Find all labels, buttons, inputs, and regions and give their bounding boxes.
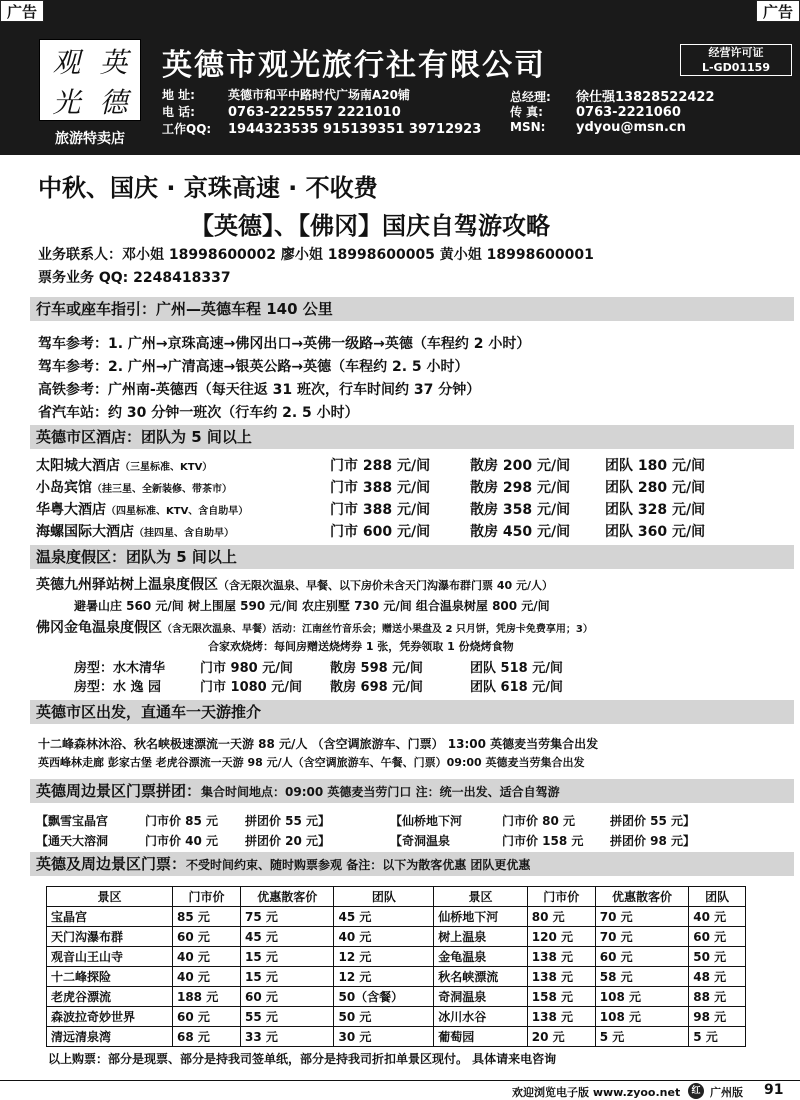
hotel-row: [36, 477, 232, 497]
address-label: 地 址:: [162, 88, 195, 102]
table-cell: 20 元: [527, 1027, 595, 1047]
table-cell-scenic: 宝晶宫: [47, 907, 173, 927]
table-cell: 40 元: [334, 927, 434, 947]
group-ticket-door: 门市价 85 元: [145, 814, 219, 828]
bus-tour-line: 十二峰森林沐浴、秋名峡极速漂流一天游 88 元/人 （含空调旅游车、门票） 13:00 英德麦当劳集合出发: [38, 737, 599, 751]
hotel-tag: （挂四星、含自助早）: [134, 528, 234, 539]
table-cell: 12 元: [334, 947, 434, 967]
table-row: [47, 1027, 746, 1047]
table-row: [47, 987, 746, 1007]
scenic-ticket-note: 不受时间约束、随时购票参观 备注：以下为散客优惠 团队更优惠: [186, 858, 531, 872]
table-cell-scenic: 森波拉奇妙世界: [47, 1007, 173, 1027]
table-cell-scenic: 清远清泉湾: [47, 1027, 173, 1047]
page-number: 91: [764, 1082, 784, 1098]
group-ticket-price: 拼团价 98 元】: [610, 834, 696, 848]
group-ticket-door: 门市价 158 元: [502, 834, 584, 848]
header-banner: [0, 0, 800, 155]
hotel-door-price: 门市 288 元/间: [330, 458, 431, 474]
table-cell: 60 元: [172, 1007, 240, 1027]
group-ticket-name: 【飘雪宝晶宫: [36, 814, 109, 828]
drive-line: 驾车参考：1. 广州→京珠高速→佛冈出口→英佛一级路→英德（车程约 2 小时）: [38, 336, 531, 352]
table-cell: 50 元: [334, 1007, 434, 1027]
table-row: [47, 967, 746, 987]
hotel-single-price: 散房 450 元/间: [470, 524, 571, 540]
table-header-cell: 景区: [47, 887, 173, 907]
table-header-cell: 门市价: [527, 887, 595, 907]
spring-note-bbq: 合家欢烧烤：每间房赠送烧烤券 1 张，凭券领取 1 份烧烤食物: [208, 640, 514, 653]
hotel-group-price: 团队 328 元/间: [605, 502, 706, 518]
scenic-ticket-title: 英德及周边景区门票：: [36, 855, 187, 873]
table-cell: 75 元: [241, 907, 334, 927]
table-cell: 138 元: [527, 1007, 595, 1027]
room-single-price: 散房 698 元/间: [330, 680, 423, 695]
table-cell-scenic: 奇洞温泉: [434, 987, 527, 1007]
room-door-price: 门市 980 元/间: [200, 661, 293, 676]
hotel-tag: （挂三星、全新装修、带茶市）: [92, 484, 232, 495]
table-cell: 40 元: [172, 947, 240, 967]
table-cell: 48 元: [689, 967, 746, 987]
ad-label-right: 广告: [756, 0, 800, 22]
msn-line: [510, 120, 686, 135]
table-cell: 120 元: [527, 927, 595, 947]
spring-note: （含无限次温泉、早餐、以下房价未含天门沟瀑布群门票 40 元/人）: [218, 579, 553, 592]
table-cell: 60 元: [172, 927, 240, 947]
hotel-door-price: 门市 600 元/间: [330, 524, 431, 540]
table-cell: 138 元: [527, 967, 595, 987]
logo-char: 德: [99, 86, 128, 119]
footer-edition: 广州版: [710, 1086, 743, 1099]
address-line: [162, 86, 410, 103]
table-cell: 60 元: [595, 947, 688, 967]
table-header-cell: 优惠散客价: [595, 887, 688, 907]
table-header-cell: 团队: [689, 887, 746, 907]
table-row: [47, 947, 746, 967]
qq-value: 1944323535 915139351 39712923: [228, 122, 482, 137]
hotel-row: [36, 521, 234, 541]
fax-value: 0763-2221060: [576, 105, 681, 120]
table-row: [47, 907, 746, 927]
spring-section-band: 温泉度假区：团队为 5 间以上: [30, 545, 794, 569]
hotel-name: 海螺国际大酒店: [36, 524, 134, 540]
spring-title: 佛冈金龟温泉度假区: [36, 620, 162, 636]
spring-rooms: 避暑山庄 560 元/间 树上围屋 590 元/间 农庄别墅 730 元/间 组合温泉树屋 800 元/间: [74, 599, 550, 613]
manager-value: 徐仕强13828522422: [576, 90, 715, 105]
table-row: [47, 1007, 746, 1027]
table-cell: 88 元: [689, 987, 746, 1007]
table-cell: 60 元: [241, 987, 334, 1007]
room-door-price: 门市 1080 元/间: [200, 680, 302, 695]
table-cell: 98 元: [689, 1007, 746, 1027]
table-cell: 15 元: [241, 947, 334, 967]
group-ticket-price: 拼团价 55 元】: [245, 814, 331, 828]
table-cell: 68 元: [172, 1027, 240, 1047]
scenic-ticket-band: [30, 852, 794, 876]
table-cell: 70 元: [595, 927, 688, 947]
group-ticket-price: 拼团价 55 元】: [610, 814, 696, 828]
hotel-name: 小岛宾馆: [36, 480, 92, 496]
table-cell: 5 元: [689, 1027, 746, 1047]
table-cell: 108 元: [595, 987, 688, 1007]
hotel-row: [36, 499, 248, 519]
table-header-cell: 景区: [434, 887, 527, 907]
room-group-price: 团队 518 元/间: [470, 661, 563, 676]
room-single-price: 散房 598 元/间: [330, 661, 423, 676]
ticket-qq: 票务业务 QQ: 2248418337: [38, 270, 231, 286]
table-cell: 45 元: [241, 927, 334, 947]
table-cell-scenic: 葡萄园: [434, 1027, 527, 1047]
table-cell-scenic: 观音山王山寺: [47, 947, 173, 967]
drive-line: 驾车参考：2. 广州→广清高速→银英公路→英德（车程约 2. 5 小时）: [38, 359, 469, 375]
msn-value: ydyou@msn.cn: [576, 120, 686, 135]
table-cell: 58 元: [595, 967, 688, 987]
table-cell-scenic: 天门沟瀑布群: [47, 927, 173, 947]
table-cell: 138 元: [527, 947, 595, 967]
hotel-name: 太阳城大酒店: [36, 458, 120, 474]
company-logo: [40, 40, 140, 120]
table-cell: 70 元: [595, 907, 688, 927]
license-box: [680, 44, 792, 76]
table-cell: 15 元: [241, 967, 334, 987]
hotel-group-price: 团队 280 元/间: [605, 480, 706, 496]
hotel-single-price: 散房 358 元/间: [470, 502, 571, 518]
table-cell-scenic: 金龟温泉: [434, 947, 527, 967]
group-ticket-name: 【通天大溶洞: [36, 834, 109, 848]
hotel-door-price: 门市 388 元/间: [330, 480, 431, 496]
msn-label: MSN:: [510, 120, 546, 134]
fax-line: [510, 103, 681, 120]
footer-website: 欢迎浏览电子版 www.zyoo.net: [512, 1086, 681, 1099]
table-cell: 40 元: [172, 967, 240, 987]
group-ticket-door: 门市价 80 元: [502, 814, 576, 828]
spring-title: 英德九州驿站树上温泉度假区: [36, 577, 218, 593]
license-number: L-GD01159: [701, 61, 770, 74]
room-group-price: 团队 618 元/间: [470, 680, 563, 695]
room-type: 房型：水木清华: [74, 661, 166, 676]
brand-icon: 红: [688, 1083, 704, 1099]
hotel-group-price: 团队 360 元/间: [605, 524, 706, 540]
table-cell: 108 元: [595, 1007, 688, 1027]
table-cell: 50 元: [689, 947, 746, 967]
group-ticket-price: 拼团价 20 元】: [245, 834, 331, 848]
spring-resort-1: [36, 574, 553, 594]
scenic-price-table: [46, 886, 746, 1047]
hotel-door-price: 门市 388 元/间: [330, 502, 431, 518]
rail-line: 高铁参考：广州南-英德西（每天往返 31 班次，行车时间约 37 分钟）: [38, 382, 481, 398]
license-label: 经营许可证: [708, 46, 764, 59]
fax-label: 传 真:: [510, 105, 543, 119]
company-name: 英德市观光旅行社有限公司: [162, 48, 546, 83]
table-cell: 85 元: [172, 907, 240, 927]
logo-char: 英: [99, 46, 128, 79]
hotel-name: 华粤大酒店: [36, 502, 106, 518]
group-ticket-name: 【仙桥地下河: [390, 814, 463, 828]
table-cell: 188 元: [172, 987, 240, 1007]
hotel-single-price: 散房 200 元/间: [470, 458, 571, 474]
table-cell-scenic: 冰川水谷: [434, 1007, 527, 1027]
phone-line: [162, 103, 401, 120]
phone-label: 电 话:: [162, 105, 195, 119]
hotel-group-price: 团队 180 元/间: [605, 458, 706, 474]
table-cell: 158 元: [527, 987, 595, 1007]
qq-line: [162, 120, 481, 137]
table-cell-scenic: 十二峰探险: [47, 967, 173, 987]
logo-char: 光: [52, 86, 81, 119]
qq-label: 工作QQ:: [162, 122, 212, 136]
table-header-cell: 优惠散客价: [241, 887, 334, 907]
table-header-cell: 门市价: [172, 887, 240, 907]
manager-label: 总经理:: [510, 90, 551, 104]
bus-tour-line: 英西峰林走廊 彭家古堡 老虎谷漂流一天游 98 元/人（含空调旅游车、午餐、门票）09:00 英德麦当劳集合出发: [38, 756, 585, 769]
table-cell: 80 元: [527, 907, 595, 927]
table-cell: 55 元: [241, 1007, 334, 1027]
hotel-section-band: 英德市区酒店：团队为 5 间以上: [30, 425, 794, 449]
headline-secondary: 【英德】、【佛冈】国庆自驾游攻略: [190, 212, 550, 240]
table-header-cell: 团队: [334, 887, 434, 907]
table-cell-scenic: 秋名峡漂流: [434, 967, 527, 987]
table-cell: 45 元: [334, 907, 434, 927]
table-footnote: 以上购票：部分是现票、部分是持我司签单纸，部分是持我司折扣单景区现付。 具体请来电咨询: [48, 1052, 557, 1066]
table-cell: 5 元: [595, 1027, 688, 1047]
table-row: [47, 927, 746, 947]
ad-label-left: 广告: [0, 0, 44, 22]
phone-value: 0763-2225557 2221010: [228, 105, 401, 120]
page-footer: [0, 1080, 800, 1100]
spring-note: （含无限次温泉、早餐）活动：江南丝竹音乐会；赠送小果盘及 2 只月饼，凭房卡免费享用；3）: [162, 624, 593, 635]
headline-primary: 中秋、国庆 · 京珠高速 · 不收费: [38, 174, 378, 202]
table-cell: 50（含餐）: [334, 987, 434, 1007]
hotel-tag: （四星标准、KTV、含自助早）: [106, 506, 249, 517]
table-cell: 40 元: [689, 907, 746, 927]
group-ticket-note: 集合时间地点：09:00 英德麦当劳门口 注：统一出发、适合自驾游: [201, 785, 560, 799]
table-cell-scenic: 仙桥地下河: [434, 907, 527, 927]
room-type: 房型：水 逸 园: [74, 680, 162, 695]
contact-persons: 业务联系人：邓小姐 18998600002 廖小姐 18998600005 黄小姐 18998600001: [38, 247, 594, 263]
logo-subtitle: 旅游特卖店: [55, 131, 125, 147]
group-ticket-band: [30, 779, 794, 803]
table-cell: 33 元: [241, 1027, 334, 1047]
hotel-single-price: 散房 298 元/间: [470, 480, 571, 496]
address-value: 英德市和平中路时代广场南A20铺: [228, 88, 410, 102]
table-cell: 12 元: [334, 967, 434, 987]
table-cell-scenic: 树上温泉: [434, 927, 527, 947]
group-ticket-door: 门市价 40 元: [145, 834, 219, 848]
table-header-row: [47, 887, 746, 907]
hotel-tag: （三星标准、KTV）: [120, 462, 213, 473]
table-cell: 30 元: [334, 1027, 434, 1047]
group-ticket-title: 英德周边景区门票拼团：: [36, 782, 202, 800]
table-cell-scenic: 老虎谷漂流: [47, 987, 173, 1007]
bus-station-line: 省汽车站：约 30 分钟一班次（行车约 2. 5 小时）: [38, 405, 359, 421]
table-cell: 60 元: [689, 927, 746, 947]
logo-char: 观: [52, 46, 81, 79]
spring-resort-2: [36, 617, 593, 637]
group-ticket-name: 【奇洞温泉: [390, 834, 451, 848]
bus-section-band: 英德市区出发，直通车一天游推介: [30, 700, 794, 724]
hotel-row: [36, 455, 212, 475]
drive-section-band: 行车或座车指引：广州—英德车程 140 公里: [30, 297, 794, 321]
